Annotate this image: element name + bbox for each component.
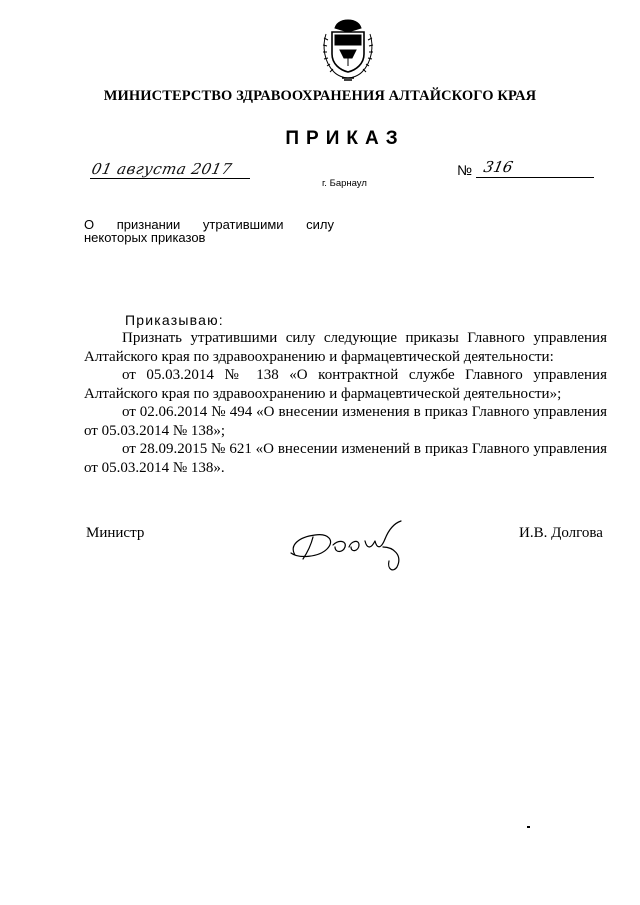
subject-word: О [84, 217, 95, 232]
subject-word: признании [116, 217, 181, 232]
page-mark [527, 826, 530, 828]
body-paragraph: от 05.03.2014 № 138 «О контрактной службе Главного управления Алтайского края по здравоохранению и фармацевтической деятельности»; [84, 367, 607, 402]
subject-line-2: некоторых приказов [84, 230, 206, 245]
handwritten-signature [285, 515, 425, 575]
handwritten-number: 316 [482, 158, 515, 176]
coat-of-arms-emblem [318, 14, 378, 84]
subject-block [84, 218, 334, 244]
handwritten-date: 01 августа 2017 [90, 160, 234, 178]
body-text [84, 329, 607, 477]
order-word: Приказываю: [125, 312, 224, 328]
ministry-title: МИНИСТЕРСТВО ЗДРАВООХРАНЕНИЯ АЛТАЙСКОГО КРАЯ [103, 88, 537, 104]
date-underline [90, 178, 250, 179]
number-label: № [457, 162, 473, 178]
signatory-position: Министр [86, 525, 145, 541]
body-paragraph: Признать утратившими силу следующие приказы Главного управления Алтайского края по здравоохранению и фармацевтической деятельности: [84, 330, 607, 365]
signatory-name: И.В. Долгова [519, 525, 603, 541]
body-paragraph: от 28.09.2015 № 621 «О внесении изменений в приказ Главного управления от 05.03.2014 № 138». [84, 441, 607, 476]
number-underline [476, 177, 594, 178]
subject-word: утратившими [202, 217, 284, 232]
body-paragraph: от 02.06.2014 № 494 «О внесении изменения в приказ Главного управления от 05.03.2014 № 138»; [84, 404, 607, 439]
document-type-heading: ПРИКАЗ [285, 128, 405, 149]
subject-word: силу [306, 217, 334, 232]
city-label: г. Барнаул [322, 178, 367, 189]
